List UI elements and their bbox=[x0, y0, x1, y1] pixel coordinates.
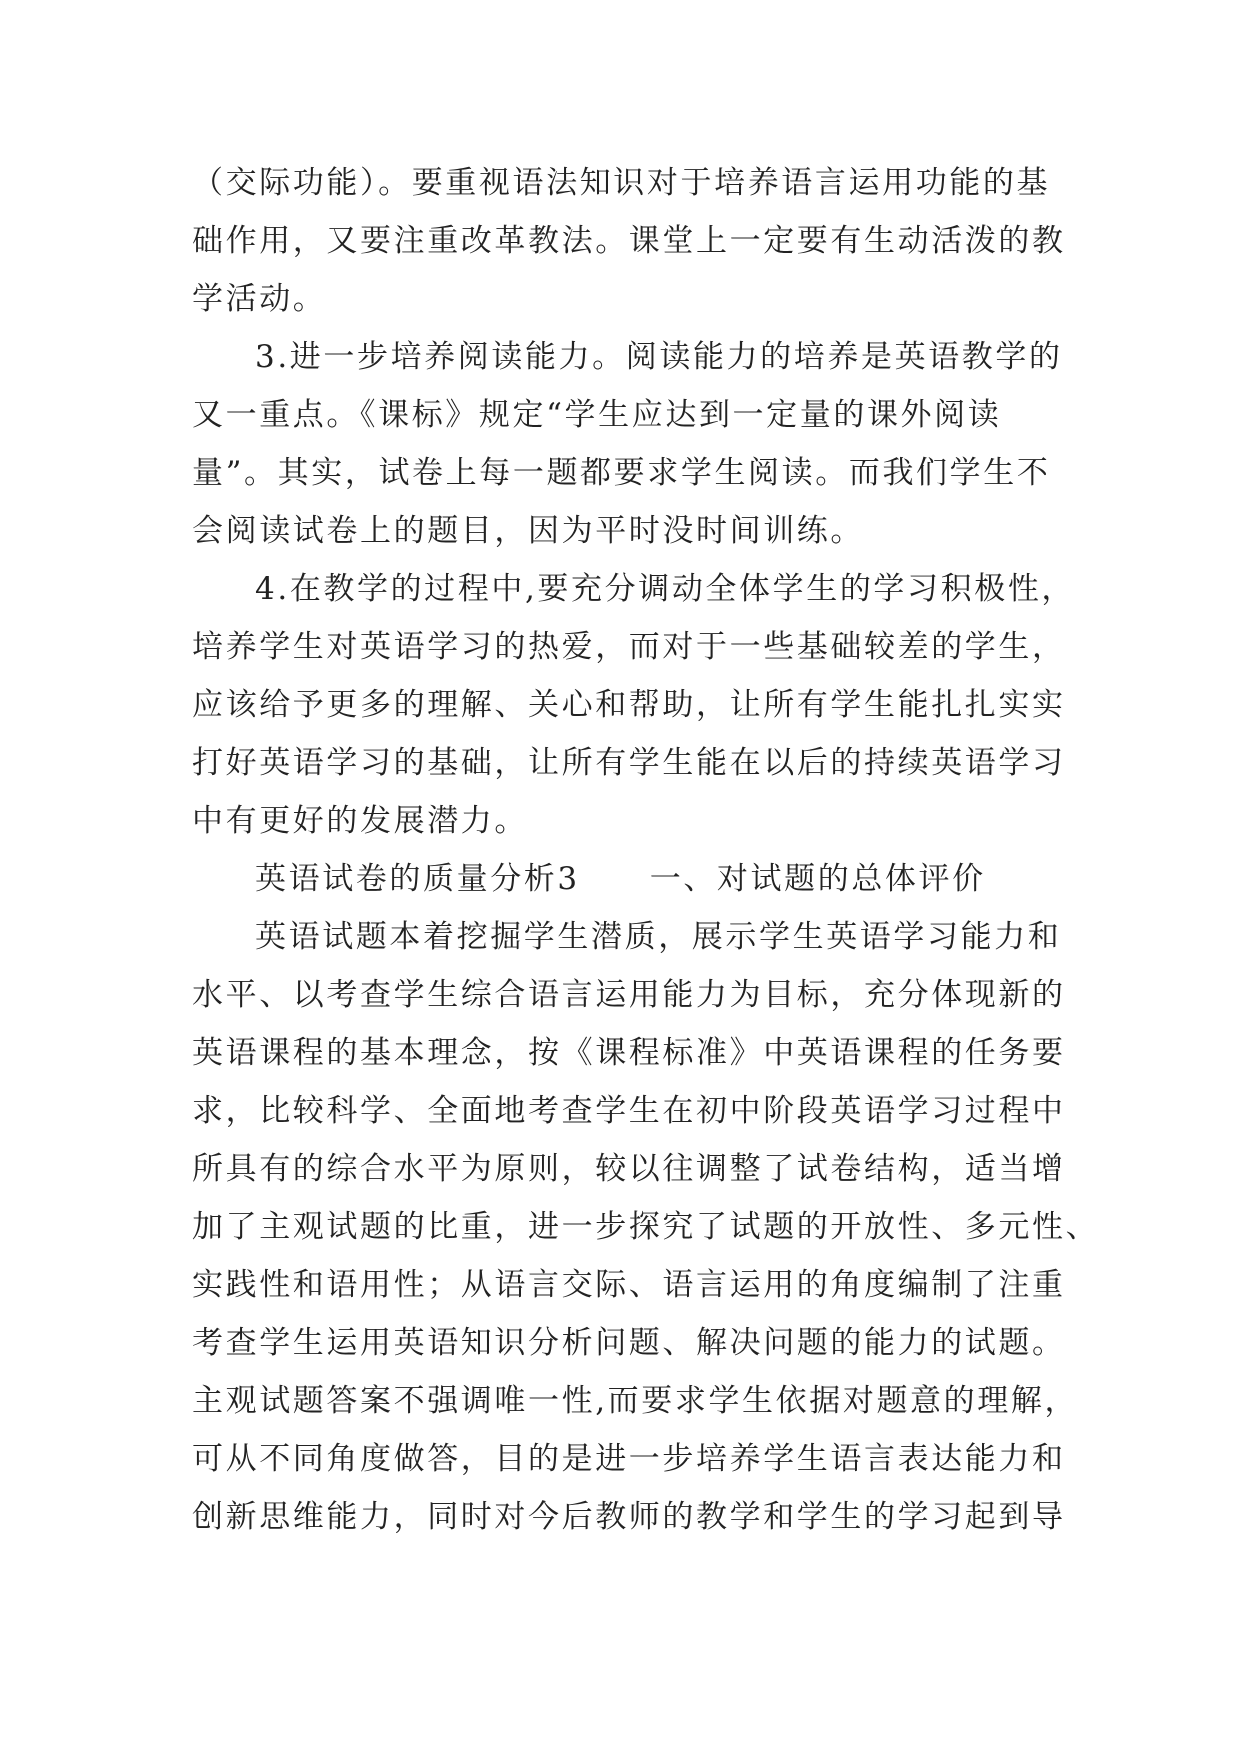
text-line: （交际功能）。要重视语法知识对于培养语言运用功能的基 bbox=[192, 165, 1051, 201]
text-line: 求，比较科学、全面地考查学生在初中阶段英语学习过程中 bbox=[192, 1093, 1066, 1129]
text-line: 3.进一步培养阅读能力。阅读能力的培养是英语教学的 bbox=[255, 339, 1063, 375]
text-line: 实践性和语用性；从语言交际、语言运用的角度编制了注重 bbox=[192, 1267, 1066, 1303]
text-line: 创新思维能力，同时对今后教师的教学和学生的学习起到导 bbox=[192, 1499, 1066, 1535]
document-body bbox=[192, 154, 1100, 1546]
text-line: 础作用，又要注重改革教法。课堂上一定要有生动活泼的教 bbox=[192, 223, 1066, 259]
section-subtitle: 一、对试题的总体评价 bbox=[649, 861, 986, 897]
text-line: 考查学生运用英语知识分析问题、解决问题的能力的试题。 bbox=[192, 1325, 1066, 1361]
text-line: 量”。其实，试卷上每一题都要求学生阅读。而我们学生不 bbox=[192, 455, 1051, 491]
text-line: 学活动。 bbox=[192, 281, 327, 317]
text-line: 应该给予更多的理解、关心和帮助，让所有学生能扎扎实实 bbox=[192, 687, 1066, 723]
text-line: 又一重点。《课标》规定“学生应达到一定量的课外阅读 bbox=[192, 397, 1002, 433]
text-line: 可从不同角度做答，目的是进一步培养学生语言表达能力和 bbox=[192, 1441, 1066, 1477]
section-heading-line bbox=[192, 850, 1062, 908]
text-line: 所具有的综合水平为原则，较以往调整了试卷结构，适当增 bbox=[192, 1151, 1066, 1187]
text-line: 主观试题答案不强调唯一性,而要求学生依据对题意的理解， bbox=[192, 1383, 1079, 1419]
text-line: 加了主观试题的比重，进一步探究了试题的开放性、多元性、 bbox=[192, 1209, 1100, 1245]
text-line: 会阅读试卷上的题目，因为平时没时间训练。 bbox=[192, 513, 864, 549]
section-title: 英语试卷的质量分析3 bbox=[255, 861, 580, 897]
text-line: 中有更好的发展潜力。 bbox=[192, 803, 528, 839]
text-line: 水平、以考查学生综合语言运用能力为目标，充分体现新的 bbox=[192, 977, 1066, 1013]
text-line: 英语试题本着挖掘学生潜质，展示学生英语学习能力和 bbox=[255, 919, 1062, 955]
text-line: 4.在教学的过程中,要充分调动全体学生的学习积极性， bbox=[255, 571, 1076, 607]
text-line: 培养学生对英语学习的热爱，而对于一些基础较差的学生， bbox=[192, 629, 1066, 665]
text-line: 打好英语学习的基础，让所有学生能在以后的持续英语学习 bbox=[192, 745, 1066, 781]
text-line: 英语课程的基本理念，按《课程标准》中英语课程的任务要 bbox=[192, 1035, 1066, 1071]
